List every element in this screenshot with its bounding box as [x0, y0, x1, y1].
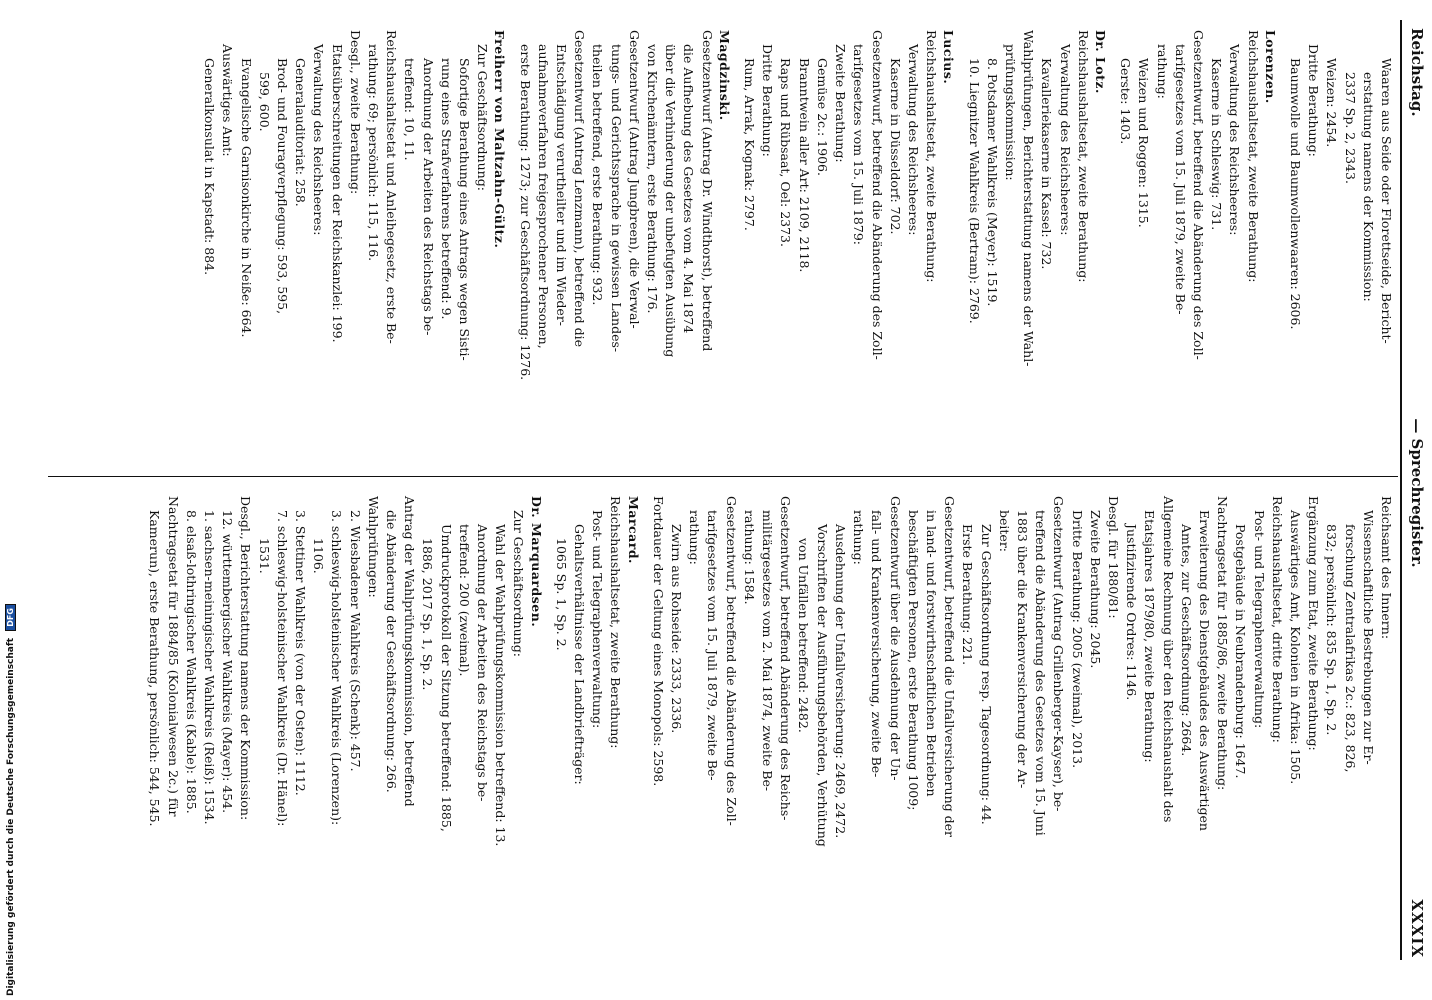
index-entry: Raps und Rübsaat, Oel: 2373.	[778, 58, 794, 247]
index-entry: Nachtragsetat für 1884/85 (Kolonialwesen 2c.) für	[165, 496, 181, 817]
index-entry: Desgl., zweite Berathung:	[347, 30, 363, 195]
speaker-heading: Magdzinski.	[716, 30, 732, 121]
page-number: XXXIX	[1408, 899, 1426, 958]
index-entry: Etatsjahres 1879/80, zweite Berathung:	[1142, 510, 1158, 763]
index-entry: Zwirn aus Rohseide: 2333, 2336.	[669, 524, 685, 734]
index-entry: aufnahmeverfahren freigesprochener Personen,	[535, 44, 551, 349]
index-entry: rathung: 1584.	[741, 510, 757, 605]
index-entry: Gerste: 1403.	[1118, 58, 1134, 145]
index-entry: Evangelische Garnisonkirche in Neiße: 664.	[238, 58, 254, 338]
index-entry: Wahlprüfungen, Berichterstattung namens der Wahl-	[1021, 30, 1037, 367]
index-entry: Zweite Berathung: 2045.	[1087, 510, 1103, 669]
index-entry: die Abänderung der Geschäftsordnung: 266.	[384, 510, 400, 793]
index-entry: Gesetzentwurf (Antrag Lenzmann), betreffend die	[572, 30, 588, 348]
index-entry: rathung: 69; persönlich: 115, 116.	[366, 44, 382, 262]
index-entry: Weizen und Roggen: 1315.	[1136, 58, 1152, 228]
index-entry: tarifgesetzes vom 15. Juli 1879:	[851, 44, 867, 246]
index-entry: treffend die Abänderung des Gesetzes vom 15. Juni	[1033, 510, 1049, 836]
index-entry: Umdruckprotokoll der Sitzung betreffend: 1885,	[438, 524, 454, 832]
index-entry: Wissenschaftliche Bestrebungen zur Er-	[1360, 510, 1376, 765]
index-entry: Kamerun), erste Berathung, persönlich: 544, 545.	[147, 510, 163, 827]
speaker-heading: Lorenzen.	[1262, 30, 1278, 104]
index-entry: die Aufhebung des Gesetzes vom 4. Mai 1874	[681, 44, 697, 334]
index-entry: Ergänzung zum Etat, zweite Berathung:	[1306, 496, 1322, 751]
index-entry: Wahl der Wahlprüfungskommission betreffend: 13.	[493, 524, 509, 847]
index-entry: 7. schleswig-holsteinischer Wahlkreis (Dr. Hänel):	[274, 510, 290, 827]
index-entry: Auswärtiges Amt, Kolonien in Afrika: 1505.	[1287, 510, 1303, 785]
index-entry: Branntwein aller Art: 2109, 2118.	[796, 58, 812, 273]
index-entry: Zur Geschäftsordnung:	[475, 44, 491, 191]
index-entry: forschung Zentralafrikas 2c.: 823, 826,	[1342, 524, 1358, 773]
index-entry: Zur Geschäftsordnung:	[511, 510, 527, 657]
index-entry: Rum, Arrak, Kognak: 2797.	[742, 58, 758, 231]
index-entry: Antrag der Wahlprüfungskommission, betreffend	[402, 496, 418, 807]
index-entry: Gesetzentwurf, betreffend Abänderung des Reichs-	[778, 496, 794, 821]
index-entry: 10. Liegnitzer Wahlkreis (Bertram): 2769.	[966, 58, 982, 324]
right-column	[144, 496, 1394, 926]
index-entry: 1. sachsen-meiningischer Wahlkreis (Reiß): 1534.	[202, 510, 217, 825]
index-entry: Verwaltung des Reichsheeres:	[905, 44, 921, 236]
index-entry: Post- und Telegraphenverwaltung:	[590, 510, 606, 729]
index-entry: Generalauditoriat: 258.	[293, 58, 309, 207]
index-entry: 1883 über die Krankenversicherung der Ar-	[1014, 510, 1030, 789]
digitization-credit	[5, 604, 16, 996]
index-entry: Zur Geschäftsordnung resp. Tagesordnung: 44.	[978, 524, 994, 825]
index-entry: theilen betreffend, erste Berathung: 932.	[590, 44, 606, 306]
index-entry: Waaren aus Seide oder Florettseide, Bericht-	[1379, 58, 1394, 344]
credit-text: Digitalisierung gefördert durch die Deutsche Forschungsgemeinschaft	[6, 637, 16, 996]
index-entry: Gemüse 2c.: 1906.	[814, 58, 830, 176]
index-entry: Gesetzentwurf, betreffend die Abänderung des Zoll-	[1190, 30, 1206, 360]
index-entry: 12. württembergischer Wahlkreis (Mayer): 454.	[220, 510, 236, 814]
index-entry: Desgl. für 1880/81:	[1105, 496, 1121, 619]
index-entry: Sofortige Berathung eines Antrags wegen Sisti-	[457, 58, 473, 361]
index-entry: Dritte Berathung:	[1306, 44, 1322, 157]
index-entry: Verwaltung des Reichsheeres:	[1227, 44, 1243, 236]
speaker-heading: Dr. Lotz.	[1092, 30, 1108, 94]
index-entry: 1886, 2017 Sp. 1, Sp. 2.	[420, 538, 436, 691]
index-entry: Wahlprüfungen:	[365, 496, 381, 598]
index-entry: prüfungskommission:	[1002, 44, 1018, 181]
index-entry: Kavalleriekaserne in Kassel: 732.	[1039, 58, 1055, 270]
index-entry: Reichshaushaltsetat, zweite Berathung:	[924, 30, 940, 283]
index-entry: treffend: 200 (zweimal).	[456, 524, 472, 677]
index-entry: über die Verhinderung der unbefugten Ausübung	[663, 44, 679, 358]
index-entry: erste Berathung: 1273; zur Geschäftsordnung: 1276.	[517, 44, 533, 381]
index-entry: erstattung namens der Kommission:	[1360, 72, 1376, 302]
index-entry: fall- und Krankenversicherung, zweite Be-	[869, 510, 885, 778]
index-entry: Post- und Telegraphenverwaltung:	[1251, 510, 1267, 729]
index-entry: Erweiterung des Dienstgebäudes des Auswärtigen	[1196, 510, 1212, 831]
index-entry: Generalkonsulat in Kapstadt: 884.	[202, 58, 218, 276]
header-rule	[1400, 20, 1402, 960]
index-entry: Anordnung der Arbeiten des Reichstags be-	[420, 58, 436, 336]
page-header	[1404, 28, 1426, 958]
index-entry: Amtes, zur Geschäftsordnung: 2664.	[1178, 524, 1194, 757]
index-entry: Gehaltsverhältnisse der Landbriefträger:	[572, 524, 588, 785]
index-entry: rung eines Strafverfahrens betreffend: 9.	[438, 58, 454, 320]
index-entry: Baumwolle und Baumwollenwaaren: 2606.	[1287, 58, 1303, 330]
index-entry: Dritte Berathung:	[760, 44, 776, 157]
index-entry: militärgesetzes vom 2. Mai 1874, zweite Be-	[760, 510, 776, 792]
index-entry: Reichshaushaltsetat, dritte Berathung:	[1269, 496, 1285, 743]
index-entry: Fortdauer der Geltung eines Monopols: 2598.	[650, 496, 666, 787]
index-entry: Postgebäude in Neubrandenburg: 1647.	[1233, 524, 1249, 779]
index-entry: tarifgesetzes vom 15. Juli 1879, zweite Be-	[705, 510, 721, 781]
index-entry: Reichshaushaltsetat, zweite Berathung:	[1075, 30, 1091, 283]
index-entry: Auswärtiges Amt:	[220, 44, 236, 157]
index-entry: Brod- und Fouragverpflegung: 593, 595,	[275, 58, 291, 315]
index-entry: beschäftigten Personen, erste Berathung 1009;	[905, 510, 921, 811]
index-entry: Reichshaushaltsetat, zweite Berathung:	[608, 496, 624, 749]
index-entry: Verwaltung des Reichsheeres:	[1057, 44, 1073, 236]
header-center: — Sprechregister.	[1408, 418, 1426, 568]
index-entry: 2. Wiesbadener Wahlkreis (Schenk): 457.	[347, 510, 363, 772]
speaker-heading: Freiherr von Maltzahn-Gültz.	[492, 30, 508, 249]
index-entry: Weizen: 2454.	[1324, 58, 1340, 148]
index-entry: tungs- und Gerichtssprache in gewissen Landes-	[608, 44, 624, 353]
index-entry: 1531.	[256, 538, 272, 574]
index-entry: in land- und forstwirthschaftlichen Betrieben	[923, 510, 939, 797]
index-entry: von Unfällen betreffend: 2482.	[796, 538, 812, 733]
column-divider	[48, 476, 1398, 477]
speaker-heading: Dr. Marquardsen.	[528, 496, 544, 628]
index-entry: Anordnung der Arbeiten des Reichstags be-	[475, 524, 491, 802]
index-entry: Allgemeine Rechnung über den Reichshaushalt des	[1160, 496, 1176, 823]
index-entry: beiter:	[996, 510, 1012, 553]
index-entry: Gesetzentwurf (Antrag Dr. Windthorst), betreffend	[699, 30, 715, 352]
index-entry: Gesetzentwurf, betreffend die Abänderung des Zoll-	[723, 496, 739, 826]
index-entry: Nachtragsetat für 1885/86, zweite Berathung:	[1215, 496, 1231, 791]
index-entry: Gesetzentwurf, betreffend die Unfallversicherung der	[942, 496, 958, 837]
index-entry: Vorschriften der Ausführungsbehörden, Verhütung	[814, 524, 830, 847]
index-entry: 2337 Sp. 2, 2343.	[1342, 72, 1358, 184]
index-entry: Reichshaushaltsetat und Anleihegesetz, erste Be-	[384, 30, 400, 344]
index-entry: 1106.	[311, 538, 327, 574]
index-entry: Zweite Berathung:	[833, 44, 849, 163]
index-entry: Kaserne in Düsseldorf: 702.	[887, 58, 903, 235]
index-entry: rathung:	[851, 510, 867, 565]
index-entry: Justifizirende Ordres: 1146.	[1124, 524, 1140, 701]
index-entry: Gesetzentwurf (Antrag Jungbreen), die Verwal-	[626, 30, 642, 329]
index-entry: Verwaltung des Reichsheeres:	[311, 44, 327, 236]
index-entry: Dritte Berathung: 2005 (zweimal), 2013.	[1069, 510, 1085, 769]
index-entry: Kaserne in Schleswig: 731.	[1209, 58, 1225, 231]
index-entry: Ausdehnung der Unfallversicherung: 2469, 2472.	[832, 524, 848, 839]
header-left: Reichstag.	[1408, 28, 1426, 117]
index-entry: 599, 600.	[256, 72, 272, 132]
index-entry: von Kirchenämtern, erste Berathung: 176.	[645, 44, 661, 314]
index-entry: rathung:	[1154, 44, 1170, 99]
index-entry: Etatsüberschreitungen der Reichskanzlei: 199.	[329, 44, 345, 343]
index-entry: 832; persönlich: 835 Sp. 1, Sp. 2.	[1324, 524, 1340, 736]
index-entry: Reichshaushaltsetat, zweite Berathung:	[1245, 30, 1261, 283]
speaker-heading: Marcard.	[625, 496, 641, 564]
index-entry: tarifgesetzes vom 15. Juli 1879, zweite Be-	[1172, 44, 1188, 315]
index-entry: Gesetzentwurf, betreffend die Abänderung des Zoll-	[869, 30, 885, 360]
index-entry: Gesetzentwurf über die Ausdehnung der Un-	[887, 496, 903, 781]
index-entry: 8. Potsdamer Wahlkreis (Meyer): 1519.	[984, 58, 1000, 307]
left-column	[199, 30, 1394, 460]
index-entry: Gesetzentwurf (Antrag Grillenberger-Kayser), be-	[1051, 496, 1067, 812]
index-entry: Entschädigung verurtheilter und im Wieder-	[554, 44, 570, 327]
index-entry: 3. Stettiner Wahlkreis (von der Osten): 1112.	[293, 510, 309, 796]
index-entry: treffend: 10, 11.	[402, 58, 418, 161]
index-entry: Reichsamt des Innern:	[1379, 496, 1394, 640]
index-entry: Desgl., Berichterstattung namens der Kommission:	[238, 496, 254, 821]
dfg-logo: DFG	[5, 604, 16, 631]
index-entry: rathung:	[687, 510, 703, 565]
index-entry: 1065 Sp. 1, Sp. 2.	[553, 538, 569, 651]
index-entry: 8. elsaß-lothringischer Wahlkreis (Kable): 1885.	[183, 510, 199, 814]
speaker-heading: Lucius.	[941, 30, 957, 85]
index-entry: Erste Berathung: 221.	[960, 524, 976, 666]
index-entry: 3. schleswig-holsteinischer Wahlkreis (Lorenzen):	[329, 510, 345, 826]
